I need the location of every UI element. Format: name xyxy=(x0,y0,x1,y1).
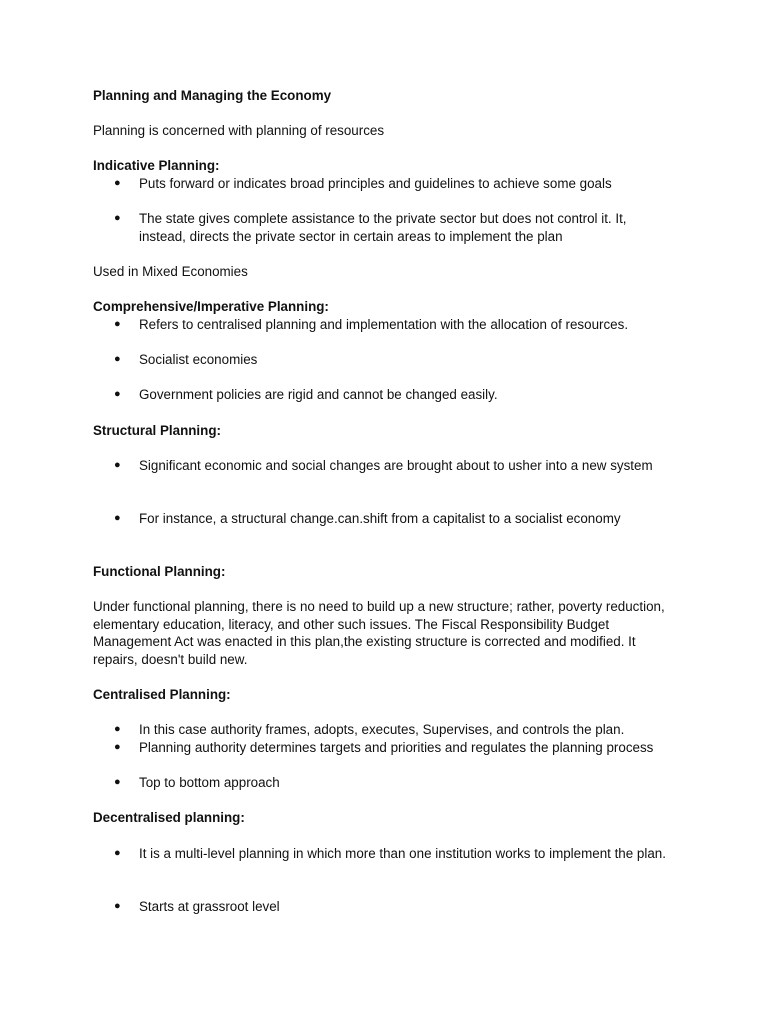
list-item xyxy=(114,386,674,404)
decentralised-heading: Decentralised planning: xyxy=(93,810,245,825)
list-item xyxy=(114,845,674,863)
bullet-icon: ● xyxy=(114,318,121,330)
list-item-text: The state gives complete assistance to the private sector but does not control it. It, instead, directs the private sector in certain areas to implement the plan xyxy=(139,211,627,244)
bullet-icon: ● xyxy=(114,723,121,735)
list-item xyxy=(114,739,674,757)
comprehensive-heading: Comprehensive/Imperative Planning: xyxy=(93,299,329,314)
bullet-icon: ● xyxy=(114,459,121,471)
list-item xyxy=(114,510,674,528)
functional-paragraph: Under functional planning, there is no need to build up a new structure; rather, poverty reduction, elementary education, literacy, and other such issues. The Fiscal Responsibility Budget Management Act was enacted in this plan,the existing structure is corrected and modified. It repairs, doesn't build new. xyxy=(93,599,665,667)
list-item-text: It is a multi-level planning in which more than one institution works to implement the plan. xyxy=(139,846,666,861)
list-item-text: In this case authority frames, adopts, executes, Supervises, and controls the plan. xyxy=(139,722,625,737)
list-item xyxy=(114,457,674,475)
list-item xyxy=(114,774,674,792)
list-item-text: Top to bottom approach xyxy=(139,775,280,790)
list-item xyxy=(114,316,674,334)
list-item-text: Government policies are rigid and cannot be changed easily. xyxy=(139,387,498,402)
bullet-icon: ● xyxy=(114,512,121,524)
bullet-icon: ● xyxy=(114,353,121,365)
bullet-icon: ● xyxy=(114,847,121,859)
list-item xyxy=(114,721,674,739)
indicative-note: Used in Mixed Economies xyxy=(93,264,248,279)
indicative-heading: Indicative Planning: xyxy=(93,158,220,173)
document-title: Planning and Managing the Economy xyxy=(93,88,332,103)
bullet-icon: ● xyxy=(114,212,121,224)
bullet-icon: ● xyxy=(114,741,121,753)
bullet-icon: ● xyxy=(114,776,121,788)
centralised-heading: Centralised Planning: xyxy=(93,687,231,702)
list-item-text: Puts forward or indicates broad principles and guidelines to achieve some goals xyxy=(139,176,612,191)
list-item xyxy=(114,175,674,193)
list-item-text: Refers to centralised planning and implementation with the allocation of resources. xyxy=(139,317,629,332)
list-item xyxy=(114,351,674,369)
list-item xyxy=(114,210,674,245)
functional-heading: Functional Planning: xyxy=(93,564,226,579)
list-item xyxy=(114,898,674,916)
list-item-text: Socialist economies xyxy=(139,352,258,367)
bullet-icon: ● xyxy=(114,900,121,912)
list-item-text: For instance, a structural change.can.shift from a capitalist to a socialist economy xyxy=(139,511,621,526)
bullet-icon: ● xyxy=(114,177,121,189)
list-item-text: Significant economic and social changes are brought about to usher into a new system xyxy=(139,458,653,473)
intro-text: Planning is concerned with planning of resources xyxy=(93,123,385,138)
list-item-text: Starts at grassroot level xyxy=(139,899,280,914)
structural-heading: Structural Planning: xyxy=(93,423,221,438)
bullet-icon: ● xyxy=(114,388,121,400)
list-item-text: Planning authority determines targets and priorities and regulates the planning process xyxy=(139,740,654,755)
